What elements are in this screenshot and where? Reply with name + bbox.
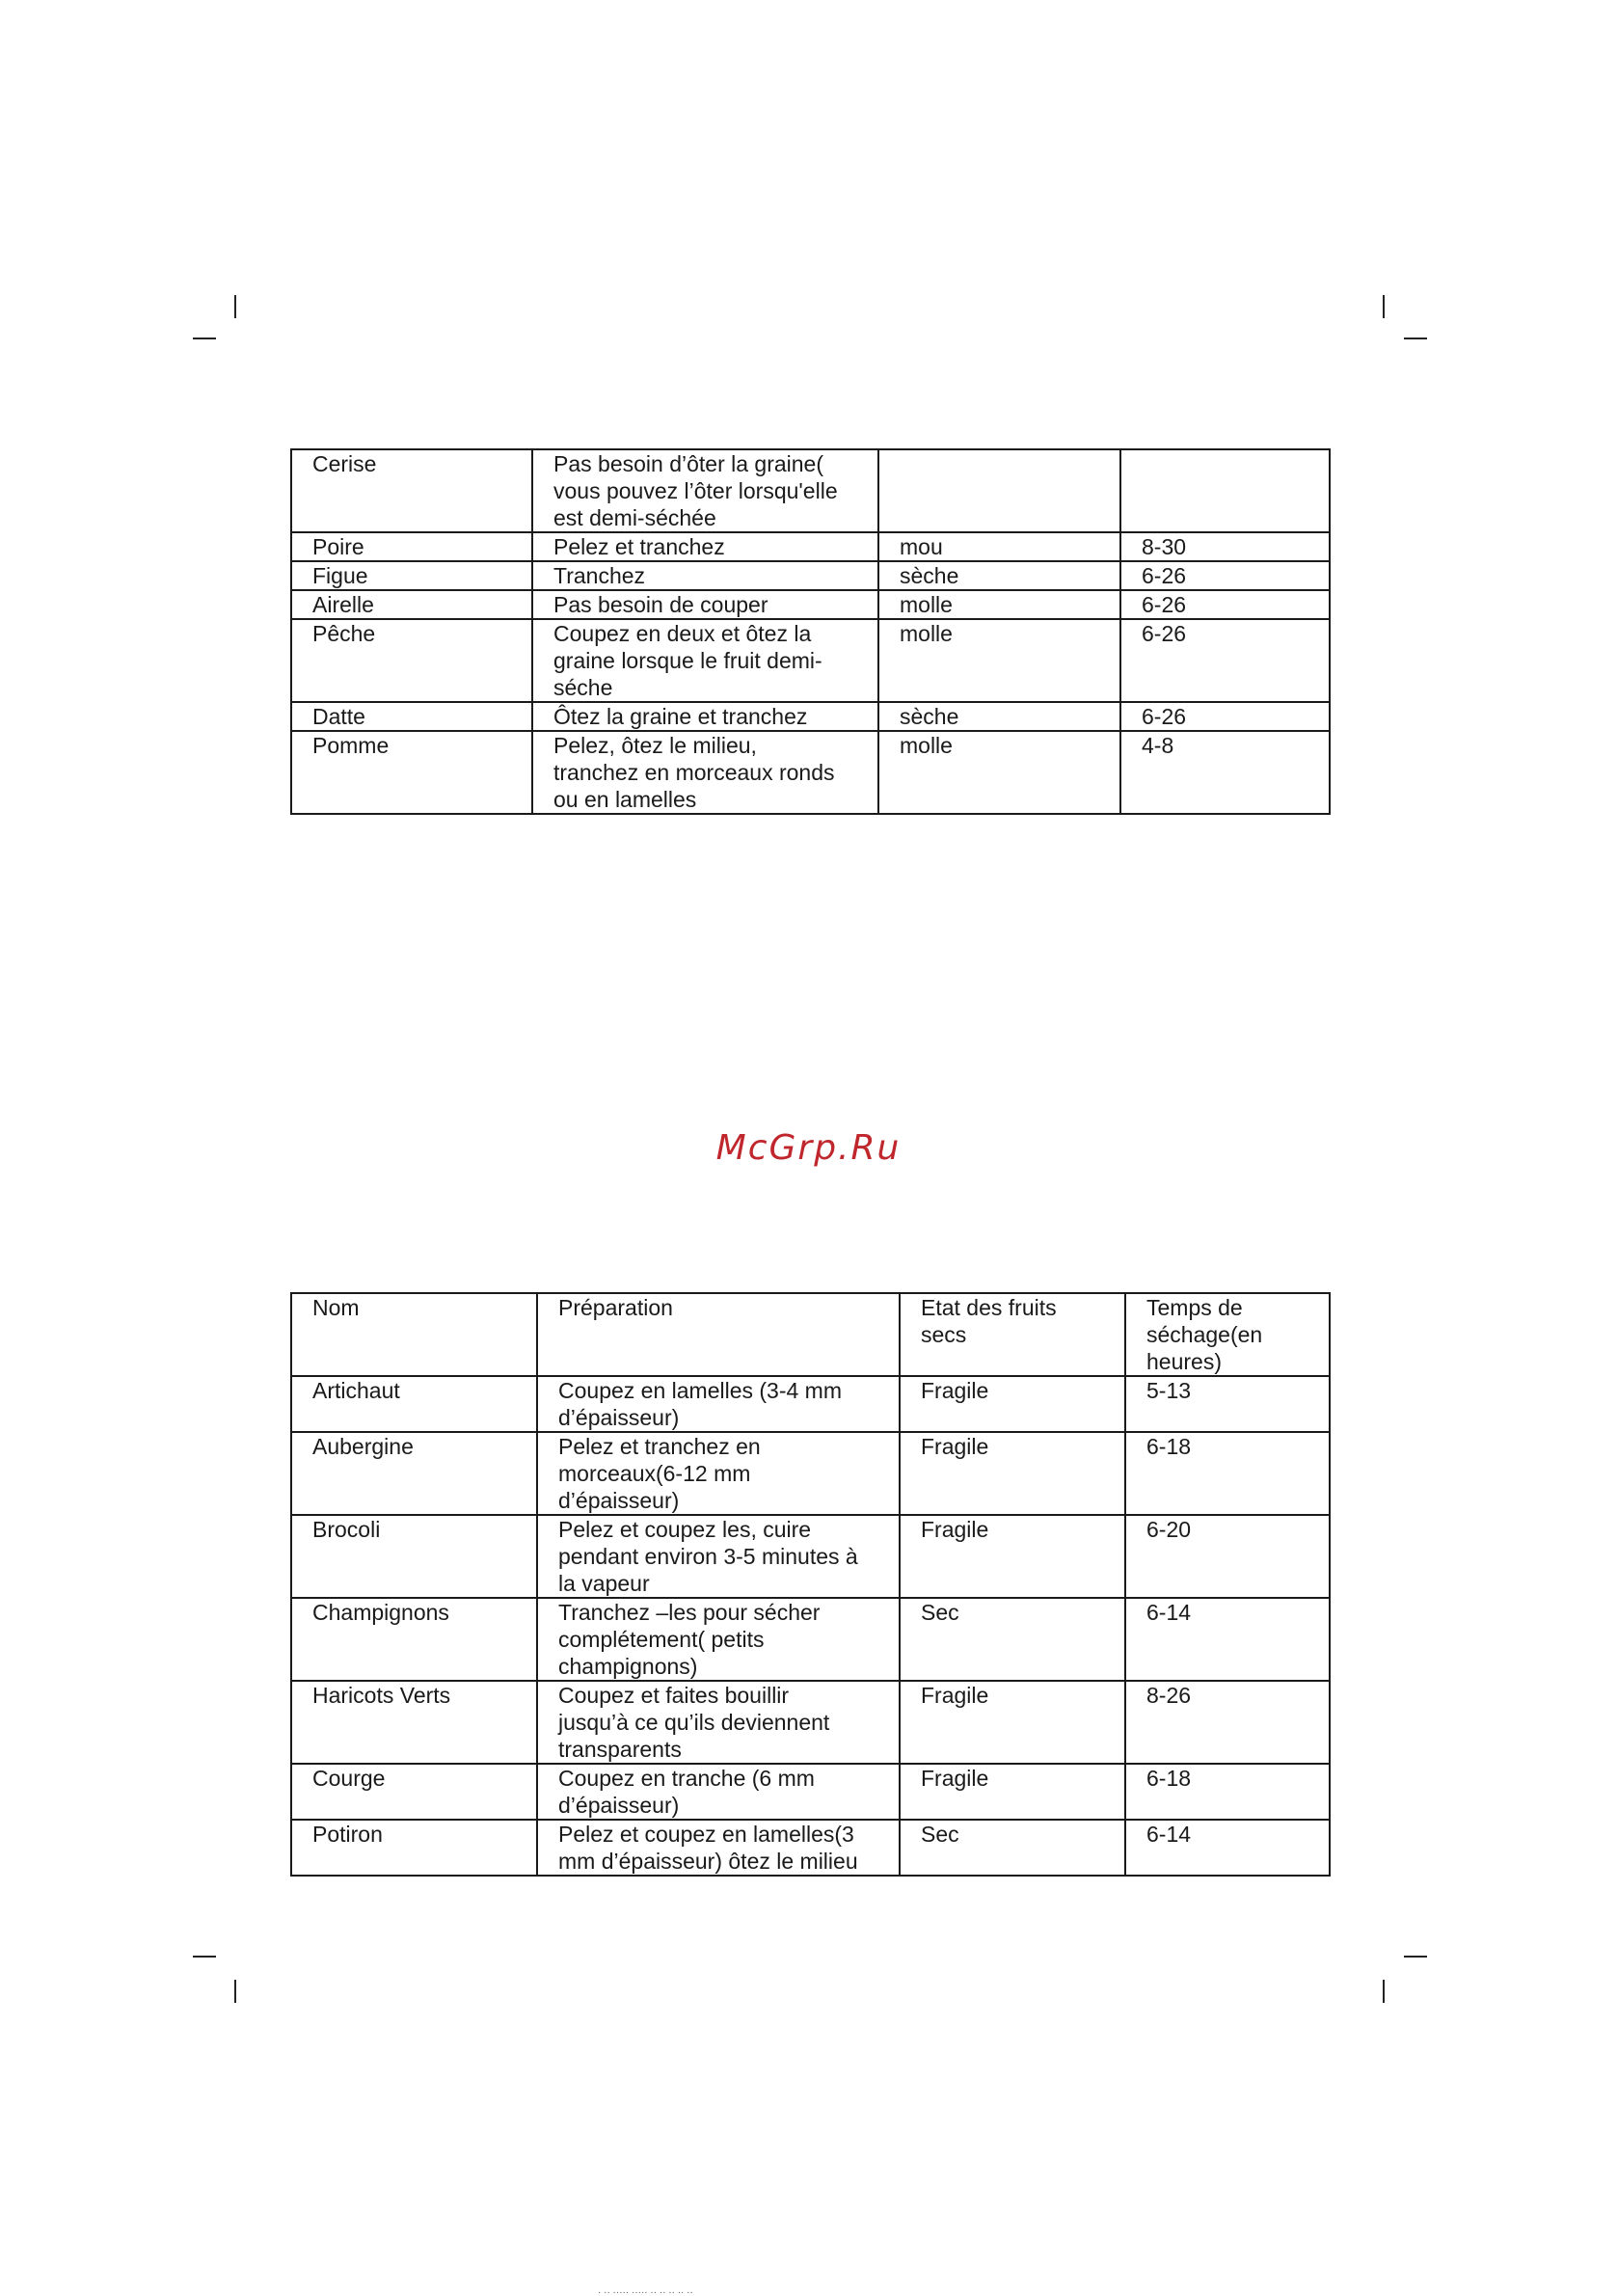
cell-state: Fragile (900, 1764, 1125, 1820)
table-row (291, 590, 1330, 619)
cell-time: 6-26 (1120, 619, 1330, 702)
header-state: Etat des fruits secs (900, 1293, 1125, 1376)
table-row (291, 1432, 1330, 1515)
cell-preparation: Tranchez (532, 561, 878, 590)
cell-name: Airelle (291, 590, 532, 619)
crop-mark-bottom-right-horizontal (1404, 1956, 1427, 1958)
vegetable-drying-table (290, 1292, 1331, 1877)
cell-time: 6-18 (1125, 1764, 1330, 1820)
cell-name: Potiron (291, 1820, 537, 1876)
crop-mark-bottom-right-vertical (1383, 1980, 1385, 2003)
cell-state: Fragile (900, 1432, 1125, 1515)
cell-name: Haricots Verts (291, 1681, 537, 1764)
watermark: McGrp.Ru (715, 1128, 902, 1168)
cell-preparation: Pas besoin d’ôter la graine( vous pouvez l’ôter lorsqu'elle est demi-séchée (532, 449, 878, 532)
header-name: Nom (291, 1293, 537, 1376)
crop-mark-bottom-left-vertical (234, 1980, 236, 2003)
crop-mark-bottom-left-horizontal (193, 1956, 216, 1958)
vegetable-table-body (291, 1376, 1330, 1876)
table-row (291, 1515, 1330, 1598)
cell-time: 6-14 (1125, 1598, 1330, 1681)
cell-state: molle (878, 590, 1120, 619)
cell-preparation: Pelez et tranchez (532, 532, 878, 561)
cell-preparation: Coupez en lamelles (3-4 mm d’épaisseur) (537, 1376, 900, 1432)
header-preparation: Préparation (537, 1293, 900, 1376)
cell-time: 5-13 (1125, 1376, 1330, 1432)
table-row (291, 1820, 1330, 1876)
table-row (291, 1681, 1330, 1764)
cell-state: Sec (900, 1598, 1125, 1681)
cell-preparation: Pelez et coupez les, cuire pendant environ 3-5 minutes à la vapeur (537, 1515, 900, 1598)
cell-time: 8-30 (1120, 532, 1330, 561)
cell-preparation: Pelez et tranchez en morceaux(6-12 mm d’épaisseur) (537, 1432, 900, 1515)
cell-name: Figue (291, 561, 532, 590)
cell-name: Cerise (291, 449, 532, 532)
cell-state: Fragile (900, 1376, 1125, 1432)
cell-state: Fragile (900, 1681, 1125, 1764)
cell-state: molle (878, 619, 1120, 702)
cell-name: Datte (291, 702, 532, 731)
cell-time: 6-20 (1125, 1515, 1330, 1598)
cell-time: 4-8 (1120, 731, 1330, 814)
cell-name: Poire (291, 532, 532, 561)
cell-name: Pêche (291, 619, 532, 702)
cell-preparation: Coupez en deux et ôtez la graine lorsque le fruit demi- séche (532, 619, 878, 702)
crop-mark-top-left-horizontal (193, 338, 216, 339)
table-row (291, 1376, 1330, 1432)
cell-name: Champignons (291, 1598, 537, 1681)
cell-time (1120, 449, 1330, 532)
fruit-drying-table (290, 448, 1331, 815)
cell-preparation: Tranchez –les pour sécher complétement( petits champignons) (537, 1598, 900, 1681)
table-row (291, 561, 1330, 590)
cell-state: Sec (900, 1820, 1125, 1876)
table-row (291, 702, 1330, 731)
fruit-table-body (291, 449, 1330, 814)
cell-name: Artichaut (291, 1376, 537, 1432)
cell-time: 6-18 (1125, 1432, 1330, 1515)
footer-print-info: · ·· ····· ····· ·· ·· ·· ·· ·· (598, 2287, 693, 2296)
cell-time: 8-26 (1125, 1681, 1330, 1764)
cell-preparation: Pelez, ôtez le milieu, tranchez en morceaux ronds ou en lamelles (532, 731, 878, 814)
cell-state: molle (878, 731, 1120, 814)
cell-state: sèche (878, 702, 1120, 731)
cell-state: sèche (878, 561, 1120, 590)
cell-preparation: Ôtez la graine et tranchez (532, 702, 878, 731)
cell-preparation: Pelez et coupez en lamelles(3 mm d’épaisseur) ôtez le milieu (537, 1820, 900, 1876)
table-header-row (291, 1293, 1330, 1376)
cell-state: Fragile (900, 1515, 1125, 1598)
cell-state: mou (878, 532, 1120, 561)
table-row (291, 449, 1330, 532)
table-row (291, 731, 1330, 814)
cell-time: 6-26 (1120, 561, 1330, 590)
cell-state (878, 449, 1120, 532)
cell-preparation: Coupez en tranche (6 mm d’épaisseur) (537, 1764, 900, 1820)
cell-preparation: Pas besoin de couper (532, 590, 878, 619)
crop-mark-top-right-vertical (1383, 295, 1385, 318)
cell-preparation: Coupez et faites bouillir jusqu’à ce qu’ils deviennent transparents (537, 1681, 900, 1764)
table-row (291, 619, 1330, 702)
table-row (291, 1764, 1330, 1820)
header-time: Temps de séchage(en heures) (1125, 1293, 1330, 1376)
cell-time: 6-14 (1125, 1820, 1330, 1876)
cell-name: Courge (291, 1764, 537, 1820)
vegetable-table-header (291, 1293, 1330, 1376)
table-row (291, 1598, 1330, 1681)
crop-mark-top-left-vertical (234, 295, 236, 318)
table-row (291, 532, 1330, 561)
cell-name: Aubergine (291, 1432, 537, 1515)
cell-time: 6-26 (1120, 702, 1330, 731)
cell-name: Pomme (291, 731, 532, 814)
cell-name: Brocoli (291, 1515, 537, 1598)
cell-time: 6-26 (1120, 590, 1330, 619)
crop-mark-top-right-horizontal (1404, 338, 1427, 339)
